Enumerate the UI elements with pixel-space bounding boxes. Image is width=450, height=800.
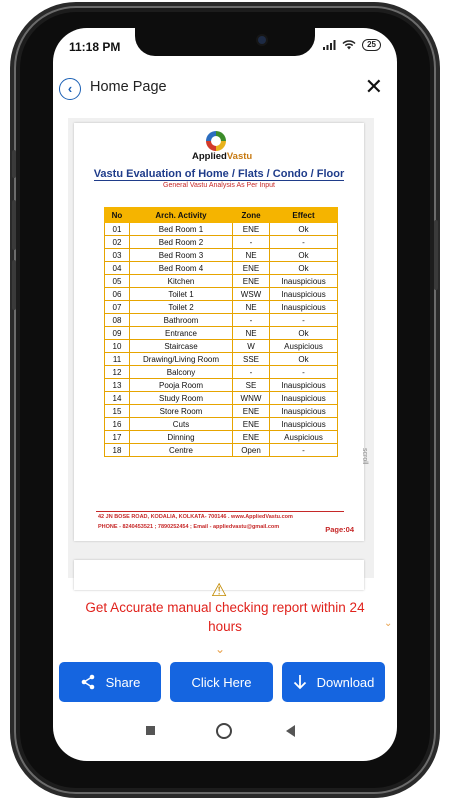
close-icon[interactable]: ✕: [364, 74, 383, 99]
row-effect: Auspicious: [270, 431, 338, 444]
row-zone: SSE: [233, 353, 270, 366]
row-activity: Bathroom: [130, 314, 233, 327]
header-activity: Arch. Activity: [130, 208, 233, 223]
row-activity: Bed Room 2: [130, 236, 233, 249]
row-activity: Bed Room 4: [130, 262, 233, 275]
row-activity: Drawing/Living Room: [130, 353, 233, 366]
row-effect: Inauspicious: [270, 301, 338, 314]
table-body: [105, 223, 338, 457]
row-activity: Toilet 1: [130, 288, 233, 301]
mute-switch: [12, 150, 16, 178]
row-zone: SE: [233, 379, 270, 392]
row-no: 15: [105, 405, 130, 418]
cta-message: Get Accurate manual checking report within 24 hours: [85, 600, 365, 634]
row-no: 08: [105, 314, 130, 327]
row-activity: Kitchen: [130, 275, 233, 288]
row-effect: -: [270, 444, 338, 457]
header-zone: Zone: [233, 208, 270, 223]
row-activity: Entrance: [130, 327, 233, 340]
document-subtitle: General Vastu Analysis As Per Input: [163, 182, 275, 189]
row-zone: NE: [233, 301, 270, 314]
phone-screen: [53, 28, 397, 761]
share-label: Share: [105, 674, 141, 690]
row-activity: Balcony: [130, 366, 233, 379]
wifi-icon: [342, 40, 356, 50]
table-row: [105, 418, 338, 431]
status-icons: [323, 39, 381, 51]
table-row: [105, 392, 338, 405]
download-icon: [293, 674, 307, 690]
row-no: 13: [105, 379, 130, 392]
table-row: [105, 327, 338, 340]
address-line-2: PHONE - 8240453521 ; 7890252454 ; Email - appliedvastu@gmail.com: [98, 524, 280, 530]
row-no: 04: [105, 262, 130, 275]
back-nav-icon[interactable]: [286, 725, 295, 737]
row-activity: Study Room: [130, 392, 233, 405]
row-zone: WSW: [233, 288, 270, 301]
back-icon[interactable]: ‹: [59, 78, 81, 100]
row-no: 16: [105, 418, 130, 431]
row-activity: Staircase: [130, 340, 233, 353]
row-zone: Open: [233, 444, 270, 457]
row-zone: ENE: [233, 418, 270, 431]
scroll-hint: scroll: [361, 448, 368, 465]
row-zone: ENE: [233, 262, 270, 275]
row-no: 05: [105, 275, 130, 288]
row-zone: -: [233, 366, 270, 379]
row-effect: Ok: [270, 327, 338, 340]
header-effect: Effect: [270, 208, 338, 223]
signal-icon: [323, 40, 336, 50]
table-header-row: [105, 208, 338, 223]
row-effect: Inauspicious: [270, 392, 338, 405]
row-no: 06: [105, 288, 130, 301]
share-icon: [80, 674, 96, 690]
status-bar: [53, 28, 397, 64]
document-page: [74, 123, 364, 541]
row-effect: Inauspicious: [270, 379, 338, 392]
table-row: [105, 223, 338, 236]
row-zone: NE: [233, 327, 270, 340]
row-no: 03: [105, 249, 130, 262]
row-zone: ENE: [233, 431, 270, 444]
row-zone: WNW: [233, 392, 270, 405]
row-effect: Ok: [270, 223, 338, 236]
row-effect: -: [270, 236, 338, 249]
download-button[interactable]: [282, 662, 385, 702]
warning-icon: ⚠: [211, 580, 228, 600]
row-effect: Inauspicious: [270, 405, 338, 418]
chevron-down-icon: ⌄: [215, 642, 226, 656]
row-zone: NE: [233, 249, 270, 262]
row-activity: Store Room: [130, 405, 233, 418]
table-row: [105, 405, 338, 418]
table-row: [105, 275, 338, 288]
power-button: [434, 220, 438, 290]
footer-divider: [96, 511, 344, 512]
row-activity: Dinning: [130, 431, 233, 444]
scroll-chevron-icon: ⌄: [384, 618, 393, 629]
volume-up-button: [12, 200, 16, 250]
page-number: Page:04: [325, 525, 354, 534]
address-line-1: 42 JN BOSE ROAD, KODALIA, KOLKATA- 700146 . www.AppliedVastu.com: [98, 514, 293, 520]
row-no: 07: [105, 301, 130, 314]
table-row: [105, 340, 338, 353]
row-no: 01: [105, 223, 130, 236]
header-no: No: [105, 208, 130, 223]
row-no: 11: [105, 353, 130, 366]
row-no: 10: [105, 340, 130, 353]
row-no: 12: [105, 366, 130, 379]
row-effect: Auspicious: [270, 340, 338, 353]
table-row: [105, 301, 338, 314]
battery-icon: 25: [362, 39, 381, 51]
row-activity: Cuts: [130, 418, 233, 431]
row-effect: -: [270, 314, 338, 327]
row-zone: -: [233, 314, 270, 327]
document-title: Vastu Evaluation of Home / Flats / Condo / Floor: [93, 168, 345, 180]
row-effect: Inauspicious: [270, 418, 338, 431]
row-no: 02: [105, 236, 130, 249]
row-zone: ENE: [233, 405, 270, 418]
row-effect: Ok: [270, 262, 338, 275]
row-effect: -: [270, 366, 338, 379]
row-no: 18: [105, 444, 130, 457]
app-bar: [53, 72, 397, 108]
row-activity: Bed Room 3: [130, 249, 233, 262]
table-row: [105, 444, 338, 457]
vastu-table: [104, 207, 338, 457]
title-divider: [94, 180, 344, 181]
table-row: [105, 431, 338, 444]
row-activity: Toilet 2: [130, 301, 233, 314]
share-button[interactable]: [59, 662, 161, 702]
row-effect: Inauspicious: [270, 275, 338, 288]
download-label: Download: [316, 674, 375, 690]
table-row: [105, 366, 338, 379]
row-zone: ENE: [233, 275, 270, 288]
row-activity: Bed Room 1: [130, 223, 233, 236]
table-row: [105, 379, 338, 392]
table-row: [105, 353, 338, 366]
logo-emblem: [206, 131, 226, 151]
applied-vastu-logo: [192, 131, 253, 163]
volume-down-button: [12, 260, 16, 310]
row-zone: W: [233, 340, 270, 353]
row-no: 09: [105, 327, 130, 340]
row-zone: ENE: [233, 223, 270, 236]
logo-text: AppliedVastu: [192, 151, 253, 162]
row-no: 17: [105, 431, 130, 444]
home-icon[interactable]: [216, 723, 232, 739]
table-row: [105, 288, 338, 301]
android-nav-bar: [53, 723, 397, 743]
row-no: 14: [105, 392, 130, 405]
row-effect: Ok: [270, 249, 338, 262]
row-effect: Ok: [270, 353, 338, 366]
row-effect: Inauspicious: [270, 288, 338, 301]
click-here-button[interactable]: [170, 662, 273, 702]
table-row: [105, 262, 338, 275]
status-time: 11:18 PM: [69, 40, 121, 54]
row-activity: Pooja Room: [130, 379, 233, 392]
row-activity: Centre: [130, 444, 233, 457]
table-row: [105, 314, 338, 327]
table-row: [105, 236, 338, 249]
table-row: [105, 249, 338, 262]
click-here-label: Click Here: [191, 674, 252, 690]
row-zone: -: [233, 236, 270, 249]
page-title: Home Page: [90, 79, 167, 95]
recents-icon[interactable]: [146, 726, 155, 735]
